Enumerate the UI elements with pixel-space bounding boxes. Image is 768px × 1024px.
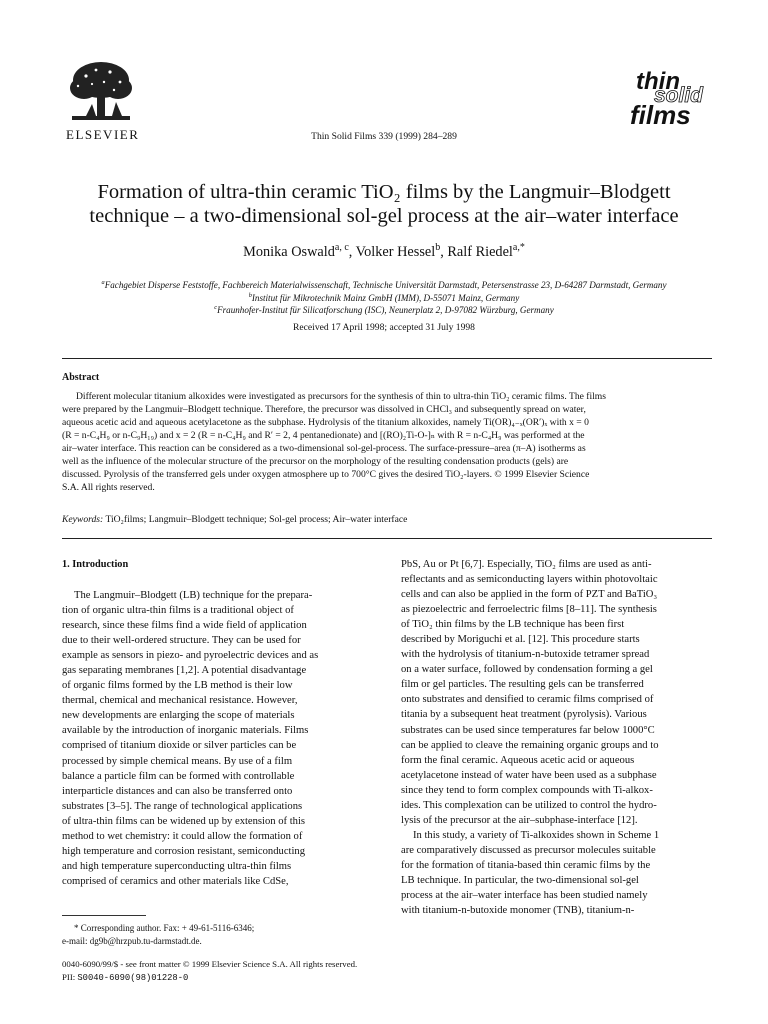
text-line: with the hydrolysis of titanium-n-butoxide tetramer spread [401, 649, 650, 661]
author-list [0, 244, 768, 261]
keywords [62, 514, 407, 525]
pii-line [62, 971, 357, 985]
journal-logo-word: solid [654, 84, 704, 107]
text-line: PbS, Au or Pt [6,7]. Especially, TiO₂ films are used as anti- [401, 559, 652, 570]
text-line: available by the introduction of inorganic materials. Films [62, 725, 309, 737]
abstract-line: air–water interface. This reaction can be considered as a two-dimensional sol-gel-process. The surface-pressure–area (π–A) isotherms as [62, 443, 586, 454]
text-line: balance a particle film can be formed with controllable [62, 770, 295, 782]
text-line: process at the air–water interface has been studied namely [401, 890, 648, 902]
author-name: Ralf Riedel [447, 244, 513, 260]
text-line: acetylacetone instead of water have been used as a subphase [401, 769, 657, 781]
journal-citation: Thin Solid Films 339 (1999) 284–289 [311, 131, 457, 142]
text-line: gas separating membranes [1,2]. A potential disadvantage [62, 665, 307, 677]
affiliation-line [30, 279, 738, 292]
abstract-line: S.A. All rights reserved. [62, 482, 155, 493]
affiliation-text: Institut für Mikrotechnik Mainz GmbH (IMM), D-55071 Mainz, Germany [251, 292, 520, 303]
abstract-line: were prepared by the Langmuir–Blodgett technique. Therefore, the precursor was dissolved in CHCl₃ and subsequently spread on water, [62, 404, 586, 415]
journal-logo [628, 68, 716, 132]
divider [62, 358, 712, 359]
affiliation-text: Fachgebiet Disperse Feststoffe, Fachbereich Materialwissenschaft, Technische Universität Darmstadt, Petersenstrasse 23, D-64287 Darmstadt, Germany [104, 280, 667, 290]
text-line: of TiO₂ thin films by the LB technique has been first [401, 619, 625, 631]
author-affiliation-mark: a,* [512, 242, 525, 254]
text-line: LB technique. In particular, the two-dimensional sol-gel [401, 874, 639, 886]
copyright-line: 0040-6090/99/$ - see front matter © 1999 Elsevier Science S.A. All rights reserved. [62, 959, 358, 969]
author-affiliation-mark: b [435, 242, 441, 254]
affiliation-mark: a [101, 278, 105, 286]
abstract-line: Different molecular titanium alkoxides were investigated as precursors for the synthesis of thin to ultra-thin TiO₂ ceramic films. The films [76, 391, 606, 402]
text-line: substrates can be used since temperatures far below 1000°C [401, 724, 655, 736]
text-line: with titanium-n-butoxide monomer (TNB), titanium-n- [401, 905, 635, 917]
text-line: on a water surface, followed by condensation forming a gel [401, 664, 653, 676]
text-line: described by Moriguchi et al. [12]. This procedure starts [401, 634, 640, 646]
divider [62, 538, 712, 539]
text-line: comprised of ceramics and other materials like CdSe, [62, 875, 289, 887]
text-line: onto substrates and densified to ceramic films comprised of [401, 694, 654, 706]
text-line: of ultra-thin films can be widened up by extension of this [62, 815, 306, 827]
abstract-line: discussed. Pyrolysis of the transferred gels under oxygen atmosphere up to 700°C gives the desired TiO₂-layers. © 1999 Elsevier Science [62, 469, 590, 480]
affiliation-mark: b [248, 291, 252, 299]
text-line: comprised of titanium dioxide or silver particles can be [62, 740, 297, 752]
affiliation-line [30, 292, 738, 305]
text-line: are comparatively discussed as precursor molecules suitable [401, 844, 656, 856]
text-line: for the formation of titania-based thin ceramic films by the [401, 859, 651, 871]
text-line: In this study, a variety of Ti-alkoxides shown in Scheme 1 [413, 829, 660, 841]
footnote-line: e-mail: dg9b@hrzpub.tu-darmstadt.de. [62, 935, 202, 946]
section-heading: 1. Introduction [62, 559, 129, 570]
journal-logo-word: films [630, 100, 691, 130]
text-line: film or gel particles. The resulting gels can be transferred [401, 679, 644, 691]
text-line: substrates [3–5]. The range of technological applications [62, 800, 303, 812]
text-line: can be applied to cleave the remaining organic groups and to [401, 739, 659, 751]
text-line: and high temperature superconducting ultra-thin films [62, 860, 292, 872]
paper-title [40, 180, 728, 228]
text-line: form the final ceramic. Aqueous acetic acid or aqueous [401, 754, 635, 766]
text-line: as piezoelectric and ferroelectric films [8–11]. The synthesis [401, 604, 657, 616]
text-line: lysis of the precursor at the air–subphase-interface [12]. [401, 814, 638, 826]
author-affiliation-mark: a, c [334, 242, 349, 254]
text-line: research, since these films find a wide field of application [62, 620, 307, 632]
elsevier-tree-logo [66, 60, 136, 126]
title-line: technique – a two-dimensional sol-gel process at the air–water interface [89, 205, 679, 227]
text-line: interparticle distances and can also be transferred onto [62, 785, 293, 797]
affiliation-mark: c [214, 303, 218, 311]
front-matter-info [62, 958, 357, 984]
text-line: reflectants and as semiconducting layers within photovoltaic [401, 574, 658, 586]
author-name: Volker Hessel [355, 244, 436, 260]
text-line: tion of organic ultra-thin films is a traditional object of [62, 605, 294, 617]
text-line: of organic films formed by the LB method is their low [62, 680, 293, 692]
journal-logo-word: thin [636, 68, 680, 95]
text-line: thermal, chemical and mechanical resistance. However, [62, 695, 298, 707]
affiliation-text: Fraunhofer-Institut für Silicatforschung (ISC), Neunerplatz 2, D-97082 Würzburg, Germany [217, 305, 554, 315]
text-line: The Langmuir–Blodgett (LB) technique for the prepara- [74, 590, 313, 601]
keywords-label: Keywords: [62, 514, 104, 525]
author-separator: , [440, 244, 448, 260]
received-dates: Received 17 April 1998; accepted 31 July 1998 [293, 322, 475, 333]
text-line: high temperature and corrosion resistant, semiconducting [62, 845, 305, 857]
footnote-line: * Corresponding author. Fax: + 49-61-5116-6346; [74, 923, 255, 933]
title-line: Formation of ultra-thin ceramic TiO₂ films by the Langmuir–Blodgett [97, 181, 671, 203]
corresponding-author-footnote [62, 922, 254, 947]
publisher-name: ELSEVIER [66, 127, 140, 142]
abstract-line: aqueous acetic acid and aqueous acetylacetone as the subphase. Hydrolysis of the titanium alkoxides, namely Ti(OR)₄₋ₓ(OR′)ₓ with x = 0 [62, 417, 589, 428]
text-line: example as sensors in piezo- and pyroelectric devices and as [62, 650, 319, 662]
pii-label: PII: [62, 971, 78, 982]
pii-code: S0040-6090(98)01228-0 [77, 972, 189, 983]
text-line: cells and can also be applied in the form of PZT and BaTiO₃ [401, 589, 658, 601]
abstract-line: (R = n-C₄H₉ or n-C₉H₁₉) and x = 2 (R = n-C₄H₉ and R′ = 2, 4 pentanedionate) and [(RO)₂Ti-O-]ₙ with R = n-C₄H₉ was performed at the [62, 430, 585, 441]
text-line: due to their well-ordered structure. They can be used for [62, 635, 301, 647]
text-line: titania by a subsequent heat treatment (pyrolysis). Various [401, 709, 647, 721]
text-line: method to wet chemistry: it could allow the formation of [62, 830, 303, 842]
author-separator: , [348, 244, 356, 260]
abstract-body [62, 390, 712, 494]
text-line: processed by simple chemical means. By use of a film [62, 755, 293, 767]
author-name: Monika Oswald [243, 244, 335, 260]
text-line: since they tend to form complex compounds with Ti-alkox- [401, 784, 653, 796]
keywords-text: TiO₂films; Langmuir–Blodgett technique; Sol-gel process; Air–water interface [103, 514, 408, 525]
text-line: new developments are enlarging the scope of materials [62, 710, 295, 722]
affiliation-line [30, 304, 738, 317]
footnote-divider [62, 915, 146, 916]
abstract-line: well as the influence of the molecular structure of the precursor on the morphology of the resulting condensation products (gels) are [62, 456, 569, 467]
right-column-text [401, 557, 713, 918]
text-line: ides. This complexation can be utilized to control the hydro- [401, 799, 657, 811]
left-column-text [62, 588, 374, 889]
abstract-heading: Abstract [62, 372, 100, 383]
affiliations [30, 279, 738, 317]
